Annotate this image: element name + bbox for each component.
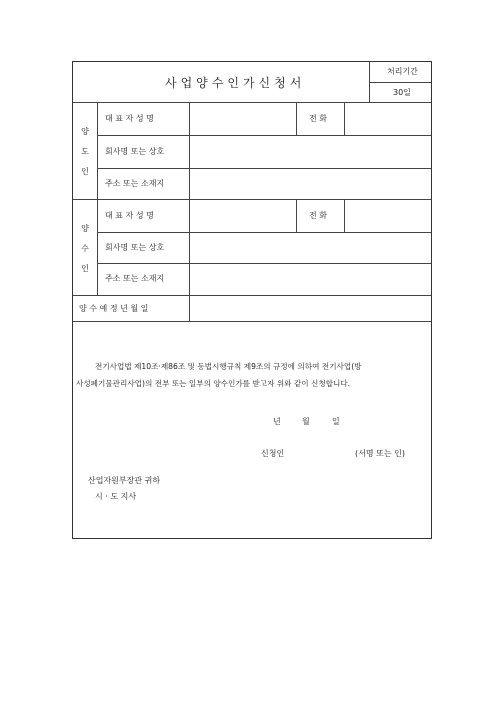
col-line <box>189 102 190 321</box>
transferee-phone-label: 전 화 <box>309 211 327 220</box>
processing-period-label: 처리기간 <box>387 67 418 76</box>
header-period-divider <box>369 82 431 83</box>
date-year-label: 년 <box>273 417 281 426</box>
signature-note: (서명 또는 인) <box>355 449 405 458</box>
transferee-char-2: 수 <box>81 244 89 253</box>
addressee-line-1: 산업자원부장관 귀하 <box>88 476 161 485</box>
col-line <box>344 199 345 232</box>
transferee-char-1: 양 <box>81 224 89 233</box>
transferee-company-label: 회사명 또는 상호 <box>105 243 165 252</box>
transferee-address-label: 주소 또는 소재지 <box>105 274 165 283</box>
transferor-char-2: 도 <box>81 147 89 156</box>
transferor-rep-name-label: 대 표 자 성 명 <box>105 114 154 123</box>
transferor-company-label: 회사명 또는 상호 <box>105 147 165 156</box>
transferor-phone-label: 전 화 <box>309 114 327 123</box>
application-form <box>72 61 432 539</box>
statement-line-2: 사성폐기물관리사업)의 전부 또는 일부의 양수인가를 받고자 위와 같이 신청합니다. <box>76 379 351 388</box>
transferee-char-3: 인 <box>81 264 89 273</box>
row-line <box>73 295 431 296</box>
row-line <box>73 321 431 322</box>
transferor-char-1: 양 <box>81 127 89 136</box>
row-line <box>73 199 431 200</box>
form-title: 사업양수인가신청서 <box>165 76 306 90</box>
date-day-label: 일 <box>332 417 340 426</box>
row-line <box>73 102 431 103</box>
transferee-rep-name-label: 대 표 자 성 명 <box>105 211 154 220</box>
row-line <box>97 232 431 233</box>
row-line <box>97 168 431 169</box>
col-line <box>344 102 345 135</box>
transferor-address-label: 주소 또는 소재지 <box>105 179 165 188</box>
statement-line-1: 전기사업법 제10조·제86조 및 동법시행규칙 제9조의 규정에 의하여 전기사업(방 <box>95 362 362 371</box>
row-line <box>97 135 431 136</box>
col-line <box>97 102 98 295</box>
addressee-line-2: 시 · 도 지사 <box>95 492 137 501</box>
date-month-label: 월 <box>302 417 310 426</box>
col-line <box>296 102 297 135</box>
applicant-label: 신청인 <box>261 449 285 458</box>
col-line <box>296 199 297 232</box>
transfer-date-label: 양 수 예 정 년 월 일 <box>79 304 149 313</box>
transferor-char-3: 인 <box>81 167 89 176</box>
row-line <box>97 263 431 264</box>
processing-period-value: 30일 <box>393 88 411 97</box>
